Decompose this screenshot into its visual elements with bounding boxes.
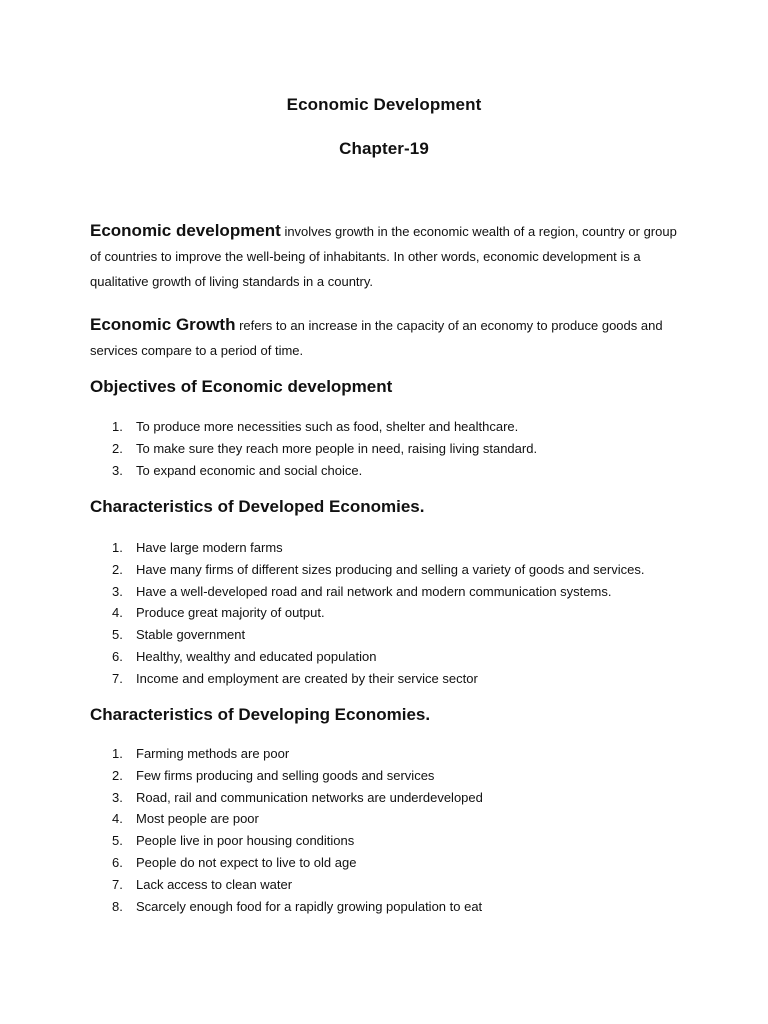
list-item xyxy=(90,765,483,787)
list-number: 4. xyxy=(112,605,123,621)
list-item-text: Few firms producing and selling goods and services xyxy=(136,767,435,783)
list-item xyxy=(90,537,644,559)
section-heading-developing: Characteristics of Developing Economies. xyxy=(90,705,431,724)
list-item xyxy=(90,830,483,852)
economic-development-definition xyxy=(90,218,690,294)
list-item xyxy=(90,668,644,690)
definition-text: refers to an increase in the capacity of an economy to produce goods and services compare to a period of time. xyxy=(90,318,663,358)
list-number: 3. xyxy=(112,789,123,805)
list-item xyxy=(90,460,537,482)
developed-economies-list xyxy=(90,537,644,690)
list-item-text: People live in poor housing conditions xyxy=(136,833,355,849)
list-number: 7. xyxy=(112,876,123,892)
list-item-text: Scarcely enough food for a rapidly growing population to eat xyxy=(136,898,483,914)
list-item xyxy=(90,602,644,624)
list-item-text: Have a well-developed road and rail network and modern communication systems. xyxy=(136,583,612,599)
list-item xyxy=(90,581,644,603)
definition-term: Economic Growth xyxy=(90,315,236,334)
list-number: 5. xyxy=(112,833,123,849)
list-number: 1. xyxy=(112,419,123,434)
list-number: 6. xyxy=(112,648,123,664)
economic-growth-definition xyxy=(90,312,690,363)
list-item-text: Healthy, wealthy and educated population xyxy=(136,648,377,664)
list-item-text: Stable government xyxy=(136,627,246,643)
list-item xyxy=(90,808,483,830)
definition-text: involves growth in the economic wealth of a region, country or group of countries to improve the well-being of inhabitants. In other words, economic development is a qualitative growth of living standards in a country. xyxy=(90,224,677,289)
list-number: 4. xyxy=(112,811,123,827)
list-number: 7. xyxy=(112,670,123,686)
list-number: 2. xyxy=(112,440,123,456)
list-item-text: Have many firms of different sizes producing and selling a variety of goods and services. xyxy=(136,561,645,577)
chapter-heading: Chapter-19 xyxy=(339,139,429,158)
list-item xyxy=(90,874,483,896)
list-item-text: Produce great majority of output. xyxy=(136,605,325,621)
list-number: 1. xyxy=(112,746,123,761)
list-item xyxy=(90,624,644,646)
list-item-text: Most people are poor xyxy=(136,811,259,827)
list-number: 1. xyxy=(112,540,123,555)
list-item-text: To expand economic and social choice. xyxy=(136,462,363,478)
section-heading-objectives: Objectives of Economic development xyxy=(90,377,393,396)
list-item xyxy=(90,438,537,460)
section-heading-developed: Characteristics of Developed Economies. xyxy=(90,497,425,516)
list-item xyxy=(90,646,644,668)
list-number: 6. xyxy=(112,854,123,870)
list-item-text: Have large modern farms xyxy=(136,540,283,555)
list-number: 3. xyxy=(112,583,123,599)
list-item-text: Farming methods are poor xyxy=(136,746,290,761)
document-title: Economic Development xyxy=(286,95,482,114)
list-item-text: To produce more necessities such as food, shelter and healthcare. xyxy=(136,419,519,434)
objectives-list xyxy=(90,416,537,481)
list-item xyxy=(90,743,483,765)
list-number: 2. xyxy=(112,767,123,783)
list-item-text: To make sure they reach more people in need, raising living standard. xyxy=(136,440,538,456)
developing-economies-list xyxy=(90,743,483,917)
list-item xyxy=(90,896,483,918)
list-number: 2. xyxy=(112,561,123,577)
list-item xyxy=(90,852,483,874)
list-item xyxy=(90,559,644,581)
list-item xyxy=(90,787,483,809)
list-item-text: Road, rail and communication networks are underdeveloped xyxy=(136,789,483,805)
list-number: 5. xyxy=(112,627,123,643)
list-item-text: People do not expect to live to old age xyxy=(136,854,357,870)
definition-term: Economic development xyxy=(90,221,281,240)
list-item-text: Income and employment are created by their service sector xyxy=(136,670,478,686)
list-item xyxy=(90,416,537,438)
list-item-text: Lack access to clean water xyxy=(136,876,293,892)
list-number: 3. xyxy=(112,462,123,478)
list-number: 8. xyxy=(112,898,123,914)
